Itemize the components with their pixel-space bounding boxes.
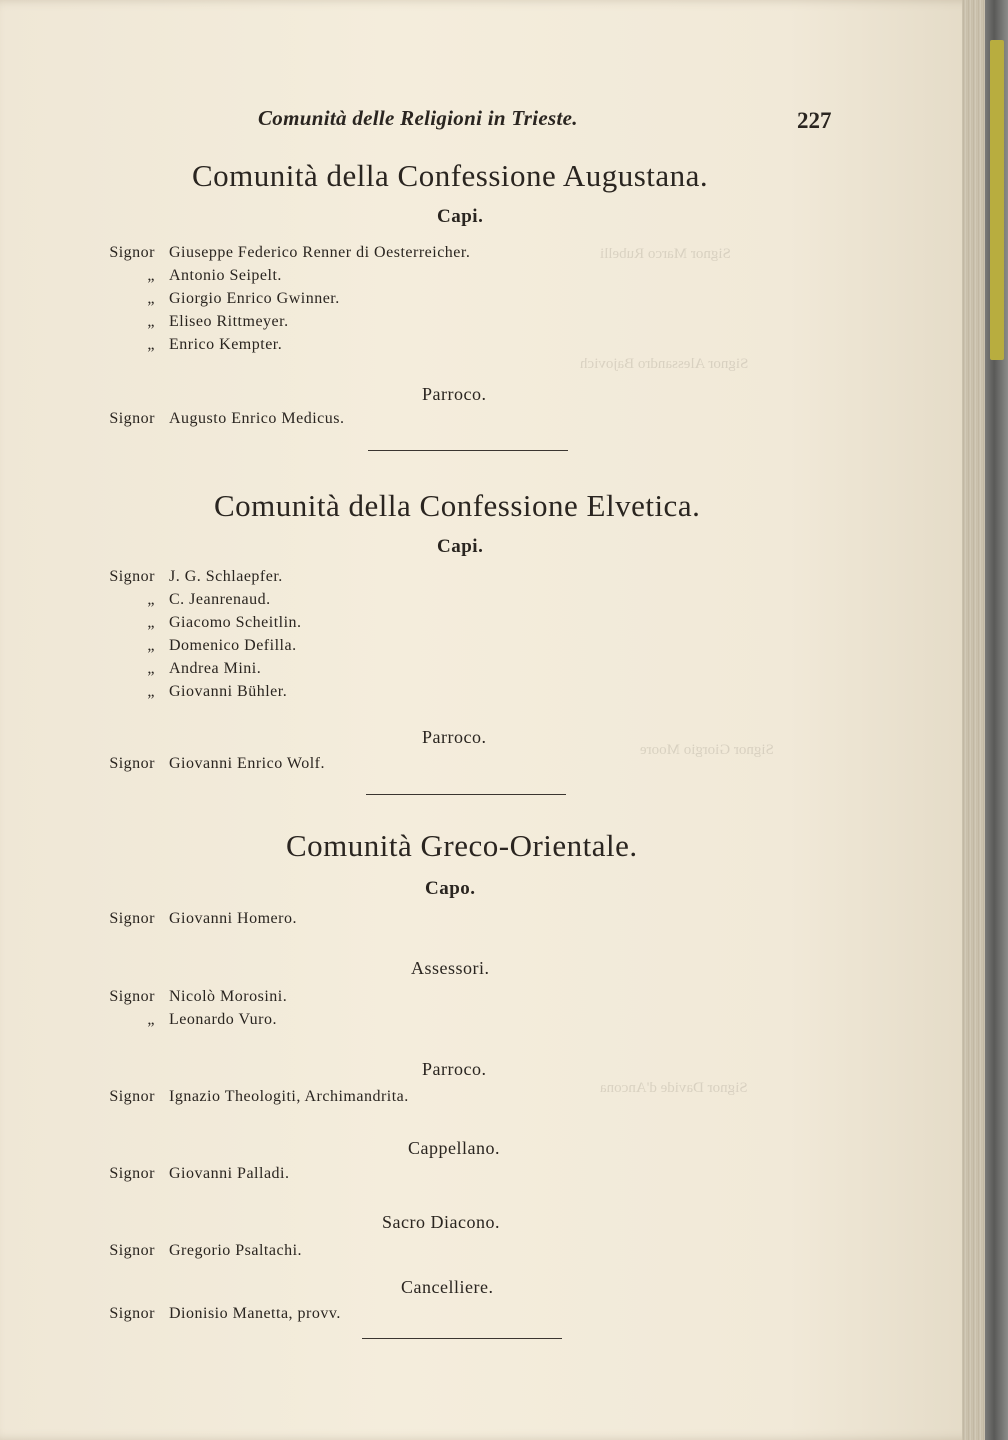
member-title: „ [147, 336, 155, 353]
role-heading-cancelliere: Cancelliere. [401, 1277, 494, 1297]
role-heading-assessori: Assessori. [411, 958, 490, 978]
bleed-through: Signor Giorgio Moore [640, 742, 774, 758]
member-name: Enrico Kempter. [169, 336, 283, 353]
role-heading-parroco: Parroco. [422, 1059, 487, 1079]
member-name: Andrea Mini. [169, 660, 262, 677]
role-heading-capo: Capo. [425, 878, 476, 899]
member-title: „ [147, 267, 155, 284]
bleed-through: Signor Alessandro Bajovich [580, 356, 749, 372]
member-title: Signor [109, 1242, 155, 1259]
member-name: Gregorio Psaltachi. [169, 1242, 303, 1259]
member-title: „ [147, 313, 155, 330]
member-title: Signor [109, 410, 155, 427]
member-name: Giovanni Enrico Wolf. [169, 755, 325, 772]
member-title: Signor [109, 1305, 155, 1322]
member-title: Signor [109, 1165, 155, 1182]
bleed-through: Signor Marco Rubelli [600, 246, 731, 262]
member-name: Leonardo Vuro. [169, 1011, 277, 1028]
member-name: Domenico Defilla. [169, 637, 297, 654]
role-heading-sacro-diacono: Sacro Diacono. [382, 1212, 500, 1232]
member-name: Giuseppe Federico Renner di Oesterreicher. [169, 244, 471, 261]
page-number: 227 [797, 108, 832, 133]
member-title: Signor [109, 244, 155, 261]
section-title-augustana: Comunità della Confessione Augustana. [192, 158, 709, 193]
member-title: Signor [109, 568, 155, 585]
section-divider [362, 1338, 562, 1339]
section-divider [366, 794, 566, 795]
role-heading-parroco: Parroco. [422, 727, 487, 747]
member-title: „ [147, 683, 155, 700]
member-name: Giovanni Palladi. [169, 1165, 290, 1182]
member-title: „ [147, 290, 155, 307]
member-name: C. Jeanrenaud. [169, 591, 271, 608]
member-name: Giovanni Homero. [169, 910, 297, 927]
member-name: Antonio Seipelt. [169, 267, 282, 284]
member-name: Nicolò Morosini. [169, 988, 288, 1005]
member-name: Giacomo Scheitlin. [169, 614, 302, 631]
member-name: Giovanni Bühler. [169, 683, 288, 700]
member-title: „ [147, 1011, 155, 1028]
member-title: „ [147, 614, 155, 631]
member-name: Augusto Enrico Medicus. [169, 410, 345, 427]
member-title: „ [147, 660, 155, 677]
section-title-elvetica: Comunità della Confessione Elvetica. [214, 488, 701, 523]
running-head: Comunità delle Religioni in Trieste. [258, 106, 578, 130]
member-title: „ [147, 591, 155, 608]
member-name: Giorgio Enrico Gwinner. [169, 290, 340, 307]
member-name: Ignazio Theologiti, Archimandrita. [169, 1088, 409, 1105]
member-name: Eliseo Rittmeyer. [169, 313, 289, 330]
bleed-through: Signor Davide d'Ancona [600, 1080, 748, 1096]
member-title: Signor [109, 910, 155, 927]
member-title: „ [147, 637, 155, 654]
member-title: Signor [109, 988, 155, 1005]
section-divider [368, 450, 568, 451]
member-title: Signor [109, 1088, 155, 1105]
role-heading-cappellano: Cappellano. [408, 1138, 500, 1158]
role-heading-capi: Capi. [437, 206, 484, 227]
bookmark-tab [990, 40, 1004, 360]
role-heading-parroco: Parroco. [422, 384, 487, 404]
member-name: J. G. Schlaepfer. [169, 568, 283, 585]
member-title: Signor [109, 755, 155, 772]
role-heading-capi: Capi. [437, 536, 484, 557]
member-name: Dionisio Manetta, provv. [169, 1305, 341, 1322]
section-title-greco-orientale: Comunità Greco-Orientale. [286, 828, 638, 863]
